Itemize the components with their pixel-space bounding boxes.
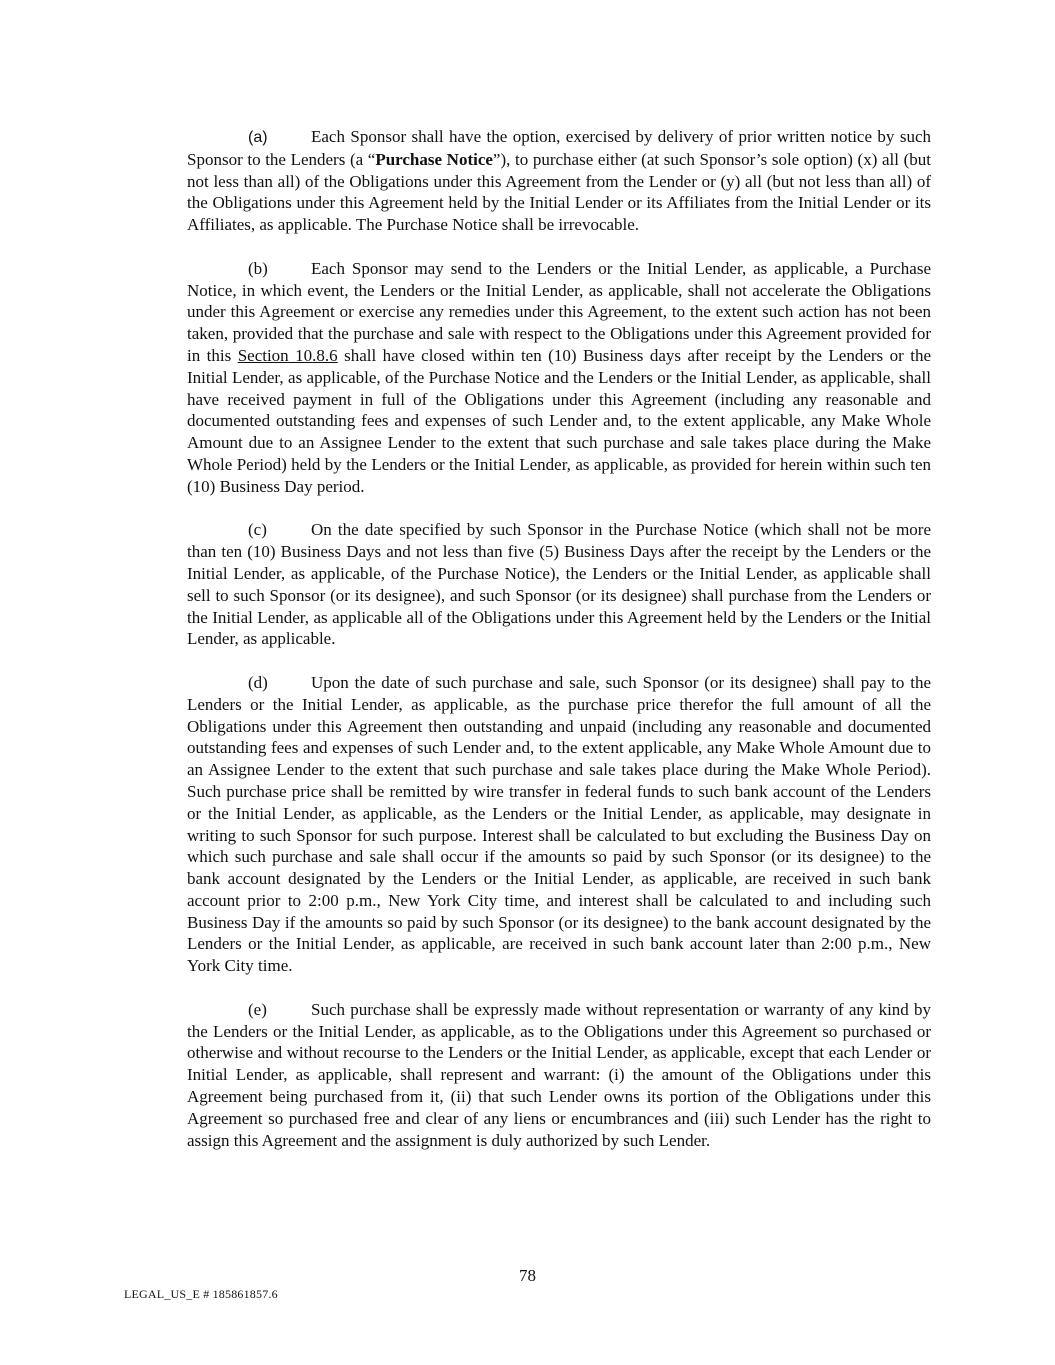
paragraph-text: Such purchase shall be expressly made without representation or warranty of any kind by the Lenders or the Initial Lender, as applicable, as to the Obligations under this Agreement so purchased or otherwise and without recourse to the Lenders or the Initial Lender, as applicable, except that each Lender or Initial Lender, as applicable, shall represent and warrant: (i) the amount of the Obligations under this Agreement being purchased from it, (ii) that such Lender owns its portion of the Obligations under this Agreement so purchased free and clear of any liens or encumbrances and (iii) such Lender has the right to assign this Agreement and the assignment is duly authorized by such Lender. [187, 999, 931, 1150]
section-reference-link[interactable]: Section 10.8.6 [237, 345, 338, 365]
paragraph-a [187, 126, 931, 236]
paragraph-text: On the date specified by such Sponsor in the Purchase Notice (which shall not be more than ten (10) Business Days and not less than five (5) Business Days after the receipt by the Lenders or the Initial Lender, as applicable, of the Purchase Notice), the Lenders or the Initial Lender, as applicable shall sell to such Sponsor (or its designee), and such Sponsor (or its designee) shall purchase from the Lenders or the Initial Lender, as applicable all of the Obligations under this Agreement held by the Lenders or the Initial Lender, as applicable. [187, 520, 931, 649]
paragraph-label: (b) [248, 258, 268, 278]
paragraph-label: (c) [248, 520, 267, 540]
paragraph-label: (e) [248, 999, 267, 1019]
paragraph-text: ”), to purchase either (at such Sponsor’s sole option) (x) all (but not less than all) of the Obligations under this Agreement from the Lender or (y) all (but not less than all) of the Obligations under this Agreement held by the Initial Lender or its Affiliates from the Initial Lender or its Affiliates, as applicable. The Purchase Notice shall be irrevocable. [187, 149, 931, 235]
paragraph-text: Upon the date of such purchase and sale, such Sponsor (or its designee) shall pay to the Lenders or the Initial Lender, as applicable, as the purchase price therefor the full amount of all the Obligations under this Agreement then outstanding and unpaid (including any reasonable and documented outstanding fees and expenses of such Lender and, to the extent applicable, any Make Whole Amount due to an Assignee Lender to the extent that such purchase and sale takes place during the Make Whole Period). Such purchase price shall be remitted by wire transfer in federal funds to such bank account of the Lenders or the Initial Lender, as applicable, as the Lenders or the Initial Lender, as applicable, may designate in writing to such Sponsor for such purpose. Interest shall be calculated to but excluding the Business Day on which such purchase and sale shall occur if the amounts so paid by such Sponsor (or its designee) to the bank account designated by the Lenders or the Initial Lender, as applicable, are received in such bank account prior to 2:00 p.m., New York City time, and interest shall be calculated to and including such Business Day if the amounts so paid by such Sponsor (or its designee) to the bank account designated by the Lenders or the Initial Lender, as applicable, are received in such bank account later than 2:00 p.m., New York City time. [187, 672, 931, 976]
defined-term: Purchase Notice [375, 149, 493, 169]
document-footer-id: LEGAL_US_E # 185861857.6 [124, 1287, 278, 1301]
page-number: 78 [519, 1266, 536, 1285]
paragraph-label: (a) [248, 129, 268, 146]
paragraph-text: Each Sponsor shall have the option, exercised by delivery of prior written notice by such Sponsor to the Lenders (a “ [187, 127, 931, 169]
paragraph-label: (d) [248, 672, 268, 692]
paragraph-e [187, 999, 931, 1152]
paragraph-text: Each Sponsor may send to the Lenders or the Initial Lender, as applicable, a Purchase Notice, in which event, the Lenders or the Initial Lender, as applicable, shall not accelerate the Obligations under this Agreement or exercise any remedies under this Agreement, to the extent such action has not been taken, provided that the purchase and sale with respect to the Obligations under this Agreement provided for in this [187, 258, 931, 365]
paragraph-b [187, 258, 931, 498]
paragraph-d [187, 672, 931, 977]
paragraph-c [187, 519, 931, 650]
document-body [187, 126, 931, 1173]
paragraph-text: shall have closed within ten (10) Business days after receipt by the Lenders or the Initial Lender, as applicable, of the Purchase Notice and the Lenders or the Initial Lender, as applicable, shall have received payment in full of the Obligations under this Agreement (including any reasonable and documented outstanding fees and expenses of such Lender and, to the extent applicable, any Make Whole Amount due to an Assignee Lender to the extent that such purchase and sale takes place during the Make Whole Period) held by the Lenders or the Initial Lender, as applicable, as provided for herein within such ten (10) Business Day period. [187, 345, 931, 496]
